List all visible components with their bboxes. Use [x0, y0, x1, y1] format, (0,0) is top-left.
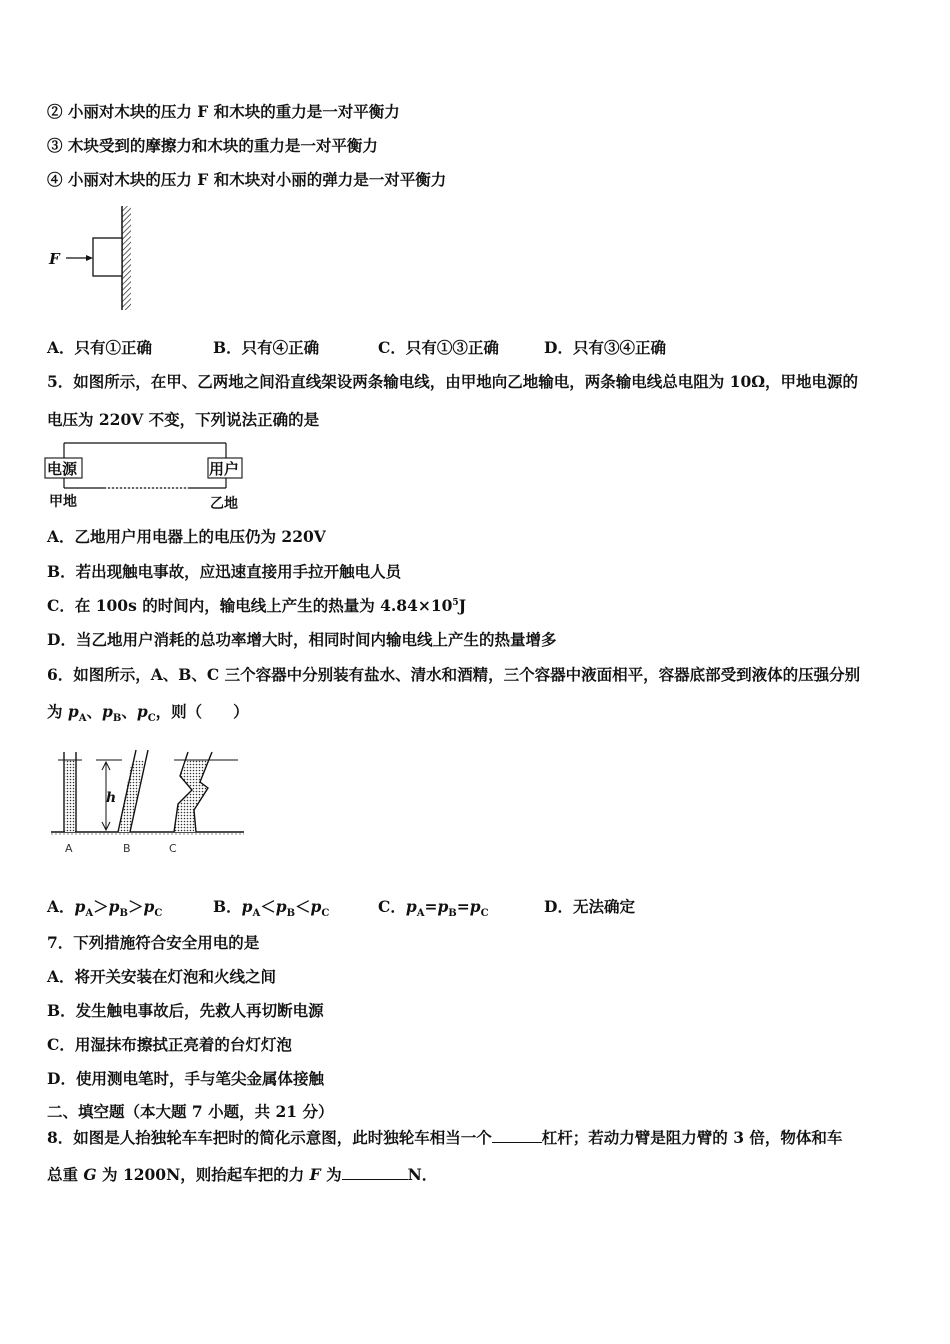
q7-option-a: A．将开关安装在灯泡和火线之间 — [47, 967, 277, 986]
q6-label-b: B — [123, 842, 131, 855]
q4-option-b: B．只有④正确 — [213, 338, 320, 357]
q4-force-label: F — [49, 250, 60, 268]
q6-option-c: C．$p_A=p_B=p_C$ — [378, 897, 489, 920]
q5-option-c: C．在 100s 的时间内，输电线上产生的热量为 $4.84\times 10^5J$ — [47, 596, 467, 615]
q4-option-a: A．只有①正确 — [47, 338, 153, 357]
q4-wall-block-figure — [44, 204, 144, 312]
q5-option-a: A．乙地用户用电器上的电压仍为 220V — [47, 527, 326, 546]
q7-option-d: D．使用测电笔时，手与笔尖金属体接触 — [47, 1069, 324, 1088]
q5-user-label: 用户 — [209, 460, 240, 478]
q5-place-b-label: 乙地 — [210, 496, 238, 512]
q4-statement-3: ③ 木块受到的摩擦力和木块的重力是一对平衡力 — [47, 136, 378, 155]
q8-blank-2[interactable] — [342, 1165, 408, 1180]
q6-option-a: A．$p_A>p_B>p_C$ — [47, 897, 163, 920]
q5-option-b: B．若出现触电事故，应迅速直接用手拉开触电人员 — [47, 562, 402, 581]
q7-option-b: B．发生触电事故后，先救人再切断电源 — [47, 1001, 324, 1020]
q4-statement-4: ④ 小丽对木块的压力 F 和木块对小丽的弹力是一对平衡力 — [47, 170, 447, 189]
q6-containers-figure — [48, 748, 248, 858]
q5-place-a-label: 甲地 — [49, 494, 77, 510]
q6-stem-line-2: 为 $p_A$、$p_B$、$p_C$，则（ ） — [47, 702, 249, 725]
q6-height-label: h — [106, 790, 117, 806]
q7-stem: 7．下列措施符合安全用电的是 — [47, 933, 260, 952]
q5-stem-line-1: 5．如图所示，在甲、乙两地之间沿直线架设两条输电线，由甲地向乙地输电，两条输电线总电阻为 10Ω，甲地电源的 — [47, 372, 859, 391]
q6-label-a: A — [65, 842, 73, 855]
q5-option-d: D．当乙地用户消耗的总功率增大时，相同时间内输电线上产生的热量增多 — [47, 630, 557, 649]
q8-stem-line-2: 总重 G 为 1200N，则抬起车把的力 F 为 N． — [47, 1165, 438, 1184]
q6-label-c: C — [169, 842, 177, 855]
q8-blank-1[interactable] — [492, 1128, 542, 1143]
q6-option-d: D．无法确定 — [544, 897, 635, 916]
q6-stem-line-1: 6．如图所示，A、B、C 三个容器中分别装有盐水、清水和酒精，三个容器中液面相平，容器底部受到液体的压强分别 — [47, 665, 861, 684]
q5-stem-line-2: 电压为 220V 不变，下列说法正确的是 — [47, 410, 320, 429]
q8-stem-line-1: 8．如图是人抬独轮车车把时的简化示意图，此时独轮车相当一个 杠杆；若动力臂是阻力臂的 3 倍，物体和车 — [47, 1128, 843, 1147]
q5-source-label: 电源 — [47, 460, 78, 478]
q4-option-d: D．只有③④正确 — [544, 338, 666, 357]
section-2-heading: 二、填空题（本大题 7 小题，共 21 分） — [47, 1102, 334, 1121]
q4-statement-2: ② 小丽对木块的压力 F 和木块的重力是一对平衡力 — [47, 102, 400, 121]
q7-option-c: C．用湿抹布擦拭正亮着的台灯灯泡 — [47, 1035, 292, 1054]
q5-transmission-figure — [44, 440, 254, 514]
q6-option-b: B．$p_A<p_B<p_C$ — [213, 897, 330, 920]
q4-option-c: C．只有①③正确 — [378, 338, 499, 357]
